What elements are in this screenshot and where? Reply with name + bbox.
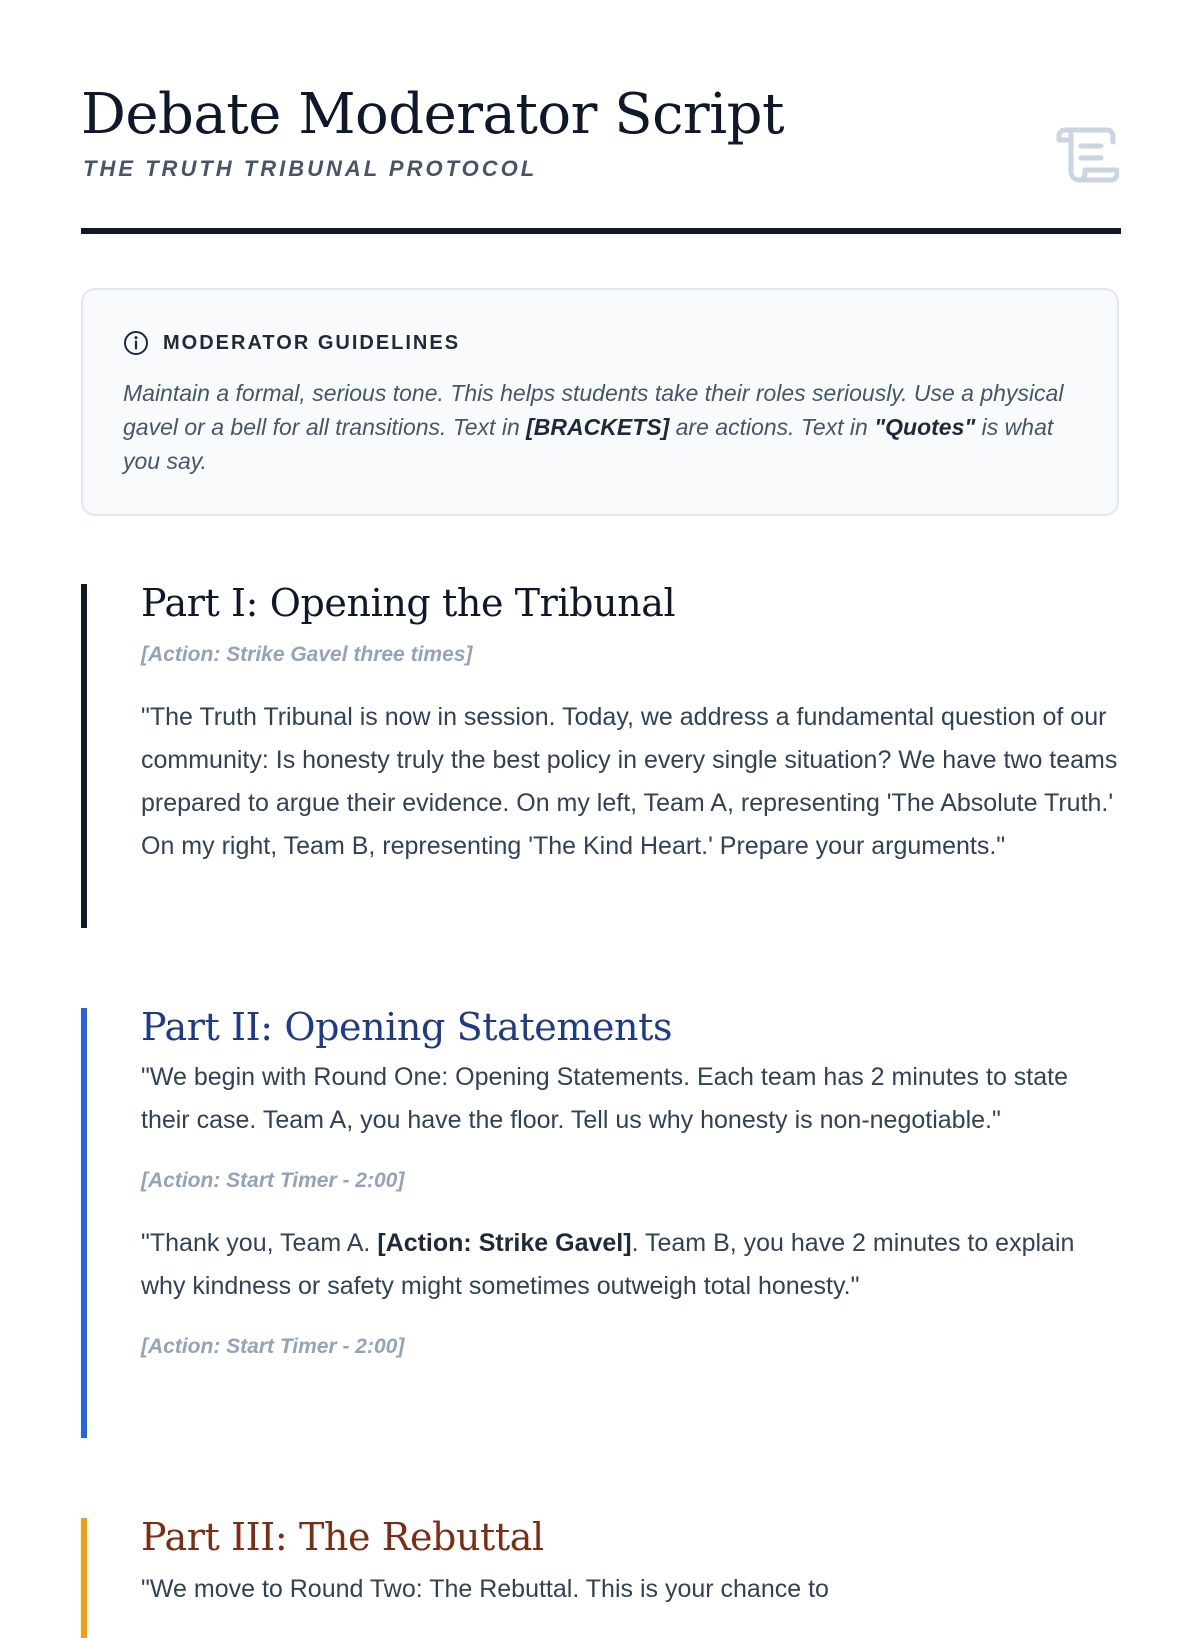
action-cue: [Action: Start Timer - 2:00] <box>141 1335 405 1358</box>
action-cue: [Action: Start Timer - 2:00] <box>141 1169 405 1192</box>
guidelines-text-part: is what you say. <box>123 414 1054 474</box>
brackets-keyword: [BRACKETS] <box>526 414 670 440</box>
action-cue: [Action: Strike Gavel three times] <box>141 643 473 666</box>
part-heading: Part I: Opening the Tribunal <box>141 581 676 625</box>
document-title: Debate Moderator Script <box>81 82 784 147</box>
guidelines-text-part: Maintain a formal, serious tone. This helps students take their roles seriously. Use a physical gavel or a bell for all transitions. Text in <box>123 380 1064 440</box>
part-heading: Part III: The Rebuttal <box>141 1515 544 1559</box>
moderator-speech: "We begin with Round One: Opening Statements. Each team has 2 minutes to state their case. Team A, you have the floor. Tell us why honesty is non-negotiable." <box>141 1063 1068 1134</box>
moderator-speech: "We move to Round Two: The Rebuttal. This is your chance to <box>141 1575 829 1603</box>
guidelines-title: MODERATOR GUIDELINES <box>163 331 461 354</box>
info-icon <box>123 330 149 356</box>
guidelines-text-part: are actions. Text in <box>669 414 875 440</box>
part-section-rebuttal <box>81 1515 1121 1638</box>
moderator-speech <box>141 1222 1121 1308</box>
part-section-opening-statements <box>81 1005 1121 1438</box>
part-section-opening <box>81 581 1121 928</box>
header-divider <box>81 228 1121 234</box>
guidelines-text <box>123 376 1083 478</box>
quotes-keyword: "Quotes" <box>874 414 976 440</box>
inline-action-cue: [Action: Strike Gavel] <box>377 1229 632 1257</box>
speech-text-part: . Team B, you have 2 minutes to explain why kindness or safety might sometimes outweigh total honesty." <box>141 1229 1075 1300</box>
moderator-speech: "The Truth Tribunal is now in session. Today, we address a fundamental question of our community: Is honesty truly the best policy in every single situation? We have two teams prepared to argue their evidence. On my left, Team A, representing 'The Absolute Truth.' On my right, Team B, representing 'The Kind Heart.' Prepare your arguments." <box>141 703 1118 860</box>
script-page <box>81 0 1121 1603</box>
scroll-icon <box>1055 124 1119 184</box>
speech-text-part: "Thank you, Team A. <box>141 1229 378 1257</box>
guidelines-header <box>123 330 460 356</box>
moderator-guidelines-box <box>81 288 1119 516</box>
document-subtitle: THE TRUTH TRIBUNAL PROTOCOL <box>83 156 538 181</box>
document-header <box>81 0 1121 236</box>
part-heading: Part II: Opening Statements <box>141 1005 673 1049</box>
